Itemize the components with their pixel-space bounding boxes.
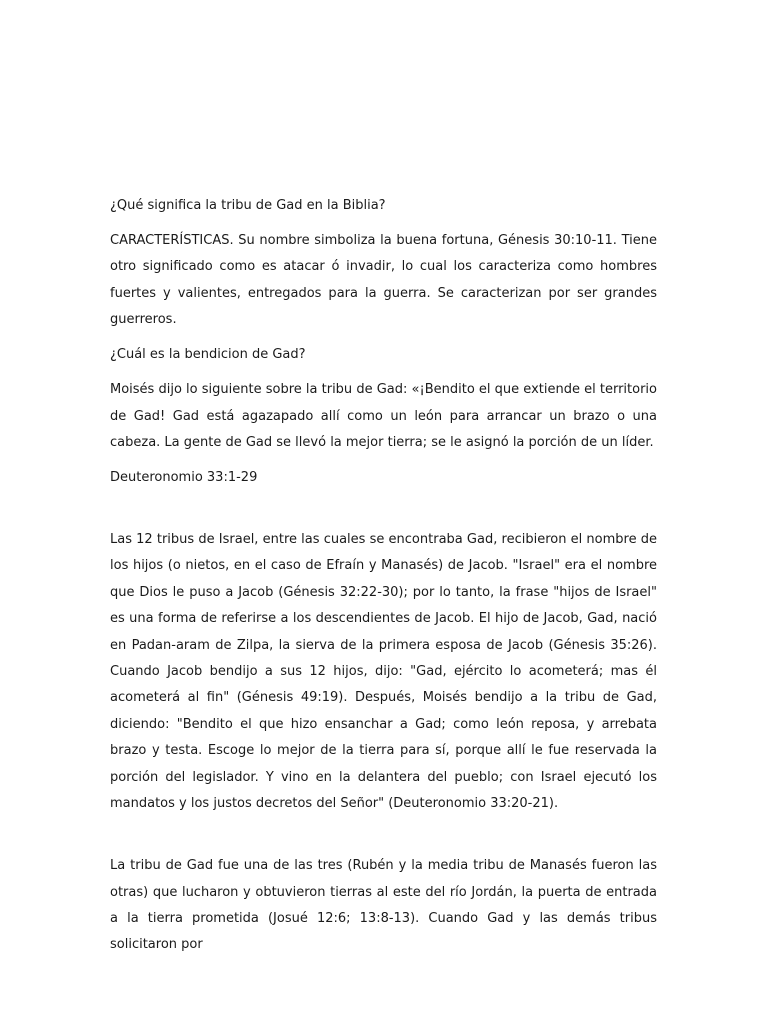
question-heading-2: ¿Cuál es la bendicion de Gad?	[110, 347, 306, 363]
blank-line	[110, 500, 657, 527]
question-heading-1: ¿Qué significa la tribu de Gad en la Biblia?	[110, 198, 386, 213]
moses-blessing-paragraph: Moisés dijo lo siguiente sobre la tribu de Gad: «¡Bendito el que extiende el territorio de Gad! Gad está agazapado allí como un león para arrancar un brazo o una cabeza. La gente de Gad se llevó la mejor tierra; se le asignó la porción de un líder.	[110, 382, 657, 451]
blank-line	[110, 826, 657, 853]
gad-territory-paragraph: La tribu de Gad fue una de las tres (Rubén y la media tribu de Manasés fueron las otras) que lucharon y obtuvieron tierras al este del río Jordán, la puerta de entrada a la tierra prometida (Josué 12:6; 13:8-13). Cuando Gad y las demás tribus solicitaron por	[110, 858, 657, 953]
scripture-reference: Deuteronomio 33:1-29	[110, 470, 258, 486]
document-body	[110, 193, 657, 967]
twelve-tribes-paragraph: Las 12 tribus de Israel, entre las cuales se encontraba Gad, recibieron el nombre de los hijos (o nietos, en el caso de Efraín y Manasés) de Jacob. "Israel" era el nombre que Dios le puso a Jacob (Génesis 32:22-30); por lo tanto, la frase "hijos de Israel" es una forma de referirse a los descendientes de Jacob. El hijo de Jacob, Gad, nació en Padan-aram de Zilpa, la sierva de la primera esposa de Jacob (Génesis 35:26). Cuando Jacob bendijo a sus 12 hijos, dijo: "Gad, ejército lo acometerá; mas él acometerá al fin" (Génesis 49:19). Después, Moisés bendijo a la tribu de Gad, diciendo: "Bendito el que hizo ensanchar a Gad; como león reposa, y arrebata brazo y testa. Escoge lo mejor de la tierra para sí, porque allí le fue reservada la porción del legislador. Y vino en la delantera del pueblo; con Israel ejecutó los mandatos y los justos decretos del Señor" (Deuteronomio 33:20-21).	[110, 532, 657, 812]
characteristics-paragraph: CARACTERÍSTICAS. Su nombre simboliza la buena fortuna, Génesis 30:10-11. Tiene otro significado como es atacar ó invadir, lo cual los caracteriza como hombres fuertes y valientes, entregados para la guerra. Se caracterizan por ser grandes guerreros.	[110, 233, 657, 328]
